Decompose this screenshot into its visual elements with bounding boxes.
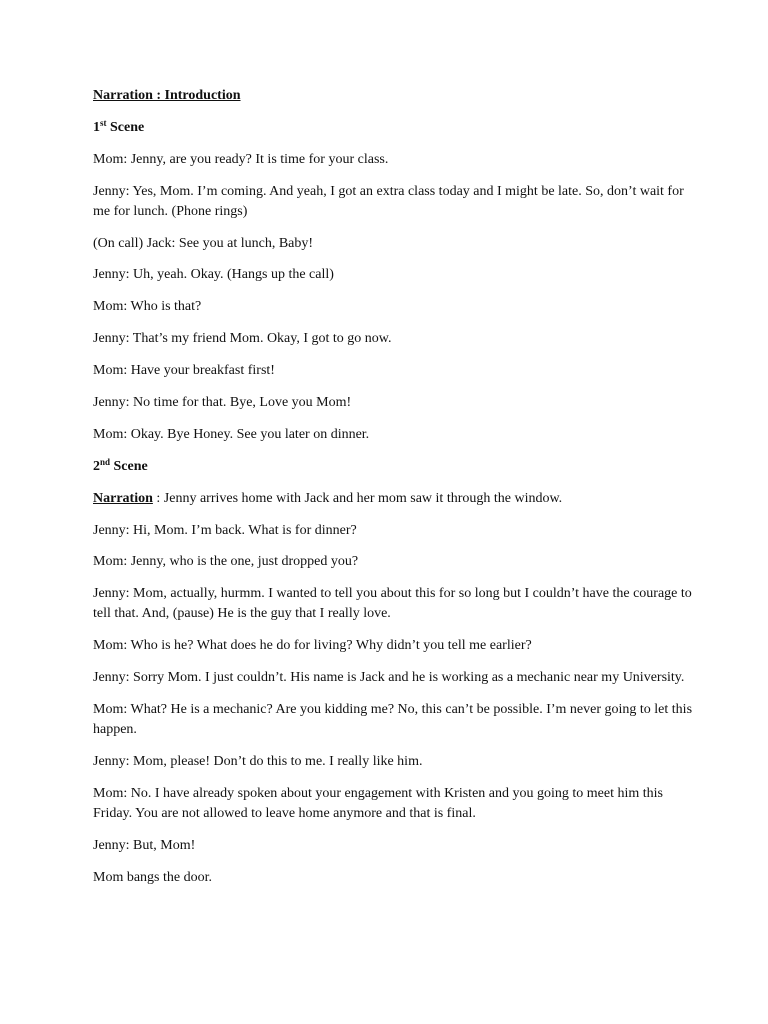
dialogue-line: Jenny: Mom, please! Don’t do this to me. I really like him. — [93, 753, 423, 769]
scene-2-heading: 2nd Scene — [93, 456, 148, 474]
dialogue-line: Mom: No. I have already spoken about your engagement with Kristen and you going to meet him this Friday. You are not allowed to leave home anymore and that is final. — [93, 785, 663, 821]
dialogue-line: Mom: What? He is a mechanic? Are you kidding me? No, this can’t be possible. I’m never going to let this happen. — [93, 702, 693, 738]
dialogue-line: Jenny: Uh, yeah. Okay. (Hangs up the call) — [93, 267, 334, 283]
dialogue-line: Jenny: But, Mom! — [93, 837, 196, 853]
dialogue-line: Mom: Jenny, who is the one, just dropped you? — [93, 554, 359, 570]
dialogue-line: Jenny: Hi, Mom. I’m back. What is for dinner? — [93, 522, 357, 538]
narration-label: Narration — [93, 490, 153, 506]
narration-text: : Jenny arrives home with Jack and her mom saw it through the window. — [152, 490, 563, 506]
dialogue-line: Jenny: Yes, Mom. I’m coming. And yeah, I got an extra class today and I might be late. So, don’t wait for me for lunch. (Phone rings) — [93, 183, 684, 219]
dialogue-line: Mom: Jenny, are you ready? It is time for your class. — [93, 151, 389, 167]
dialogue-line: Jenny: Sorry Mom. I just couldn’t. His name is Jack and he is working as a mechanic near my University. — [93, 670, 685, 686]
dialogue-line: (On call) Jack: See you at lunch, Baby! — [93, 235, 314, 251]
script-body — [93, 86, 693, 899]
dialogue-line: Mom: Who is he? What does he do for living? Why didn’t you tell me earlier? — [93, 638, 532, 654]
narration-line — [93, 489, 693, 509]
narration-introduction-heading: Narration : Introduction — [93, 88, 241, 103]
dialogue-line: Mom: Okay. Bye Honey. See you later on dinner. — [93, 426, 370, 442]
dialogue-line: Mom: Who is that? — [93, 299, 202, 315]
dialogue-line: Jenny: No time for that. Bye, Love you Mom! — [93, 395, 352, 411]
dialogue-line: Mom: Have your breakfast first! — [93, 363, 275, 379]
stage-direction: Mom bangs the door. — [93, 869, 212, 885]
dialogue-line: Jenny: That’s my friend Mom. Okay, I got to go now. — [93, 331, 392, 347]
dialogue-line: Jenny: Mom, actually, hurmm. I wanted to tell you about this for so long but I couldn’t have the courage to tell that. And, (pause) He is the guy that I really love. — [93, 586, 692, 622]
scene-1-heading: 1st Scene — [93, 117, 145, 135]
